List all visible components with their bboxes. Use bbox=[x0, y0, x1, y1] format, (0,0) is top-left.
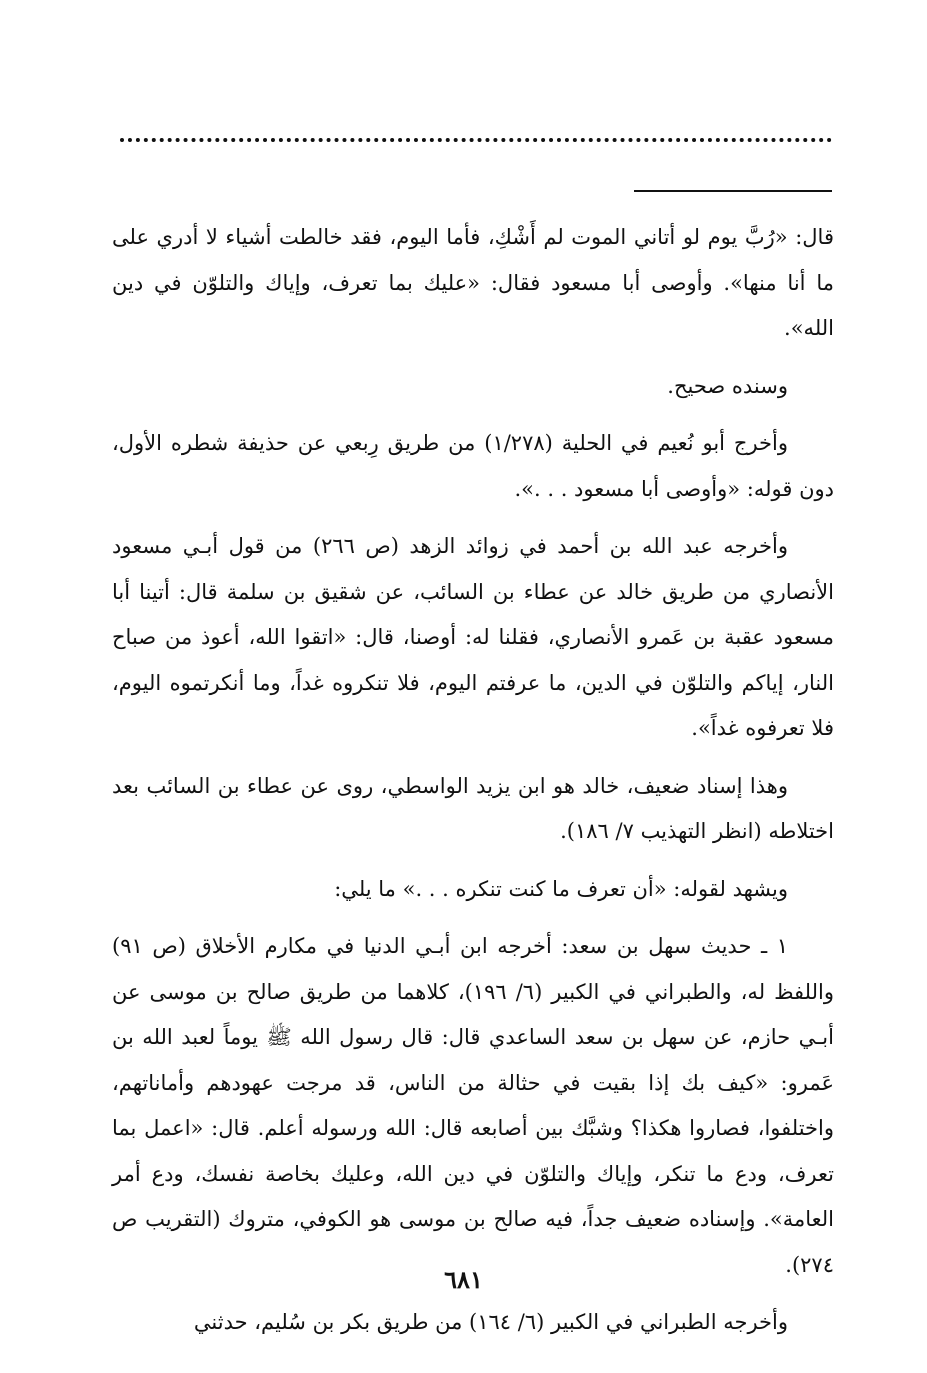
paragraph-hilya: وأخرج أبو نُعيم في الحلية (١/٢٧٨) من طريق رِبعي عن حذيفة شطره الأول، دون قوله: «وأوصى أبا مسعود . . .». bbox=[112, 431, 834, 501]
paragraph-tabarani: وأخرجه الطبراني في الكبير (٦/ ١٦٤) من طريق بكر بن سُليم، حدثني bbox=[193, 1310, 788, 1334]
paragraph-sahl-hadith: ١ ـ حديث سهل بن سعد: أخرجه ابن أبـي الدنيا في مكارم الأخلاق (ص ٩١) واللفظ له، والطبراني في الكبير (٦/ ١٩٦)، كلاهما من طريق صالح بن موسى عن أبـي حازم، عن سهل بن سعد الساعدي قال: قال رسول الله ﷺ يوماً لعبد الله بن عَمرو: «كيف بك إذا بقيت في حثالة من الناس، قد مرجت عهودهم وأماناتهم، واختلفوا، فصاروا هكذا؟ وشبَّك بين أصابعه قال: الله ورسوله أعلم. قال: «اعمل بما تعرف، ودع ما تنكر، وإياك والتلوّن في دين الله، وعليك بخاصة نفسك، ودع أمر العامة». وإسناده ضعيف جداً، فيه صالح بن موسى هو الكوفي، متروك (التقريب ص ٢٧٤). bbox=[112, 934, 834, 1277]
dotted-separator bbox=[120, 138, 832, 142]
paragraph-isnad-grade: وسنده صحيح. bbox=[667, 373, 788, 398]
paragraph-witness-intro: ويشهد لقوله: «أن تعرف ما كنت تنكره . . .» ما يلي: bbox=[334, 876, 788, 901]
paragraph-zuhd: وأخرجه عبد الله بن أحمد في زوائد الزهد (ص ٢٦٦) من قول أبـي مسعود الأنصاري من طريق خالد عن عطاء بن السائب، عن شقيق بن سلمة قال: أتينا أبا مسعود عقبة بن عَمرو الأنصاري، فقلنا له: أوصنا، قال: «اتقوا الله، أعوذ من صباح النار، إياكم والتلوّن في الدين، ما عرفتم اليوم، فلا تنكروه غداً، وما أنكرتموه اليوم، فلا تعرفوه غداً». bbox=[112, 534, 834, 740]
footnote-text bbox=[112, 215, 834, 1358]
footnote-rule bbox=[634, 190, 832, 192]
paragraph-continuation: قال: «رُبَّ يوم لو أتاني الموت لم أَشْكِ، فأما اليوم، فقد خالطت أشياء لا أدري على ما أنا منها». وأوصى أبا مسعود فقال: «عليك بما تعرف، وإياك والتلوّن في دين الله». bbox=[112, 225, 834, 340]
page-number: ٦٨١ bbox=[444, 1265, 483, 1294]
paragraph-weak-isnad: وهذا إسناد ضعيف، خالد هو ابن يزيد الواسطي، روى عن عطاء بن السائب بعد اختلاطه (انظر التهذيب ٧/ ١٨٦). bbox=[112, 773, 834, 843]
